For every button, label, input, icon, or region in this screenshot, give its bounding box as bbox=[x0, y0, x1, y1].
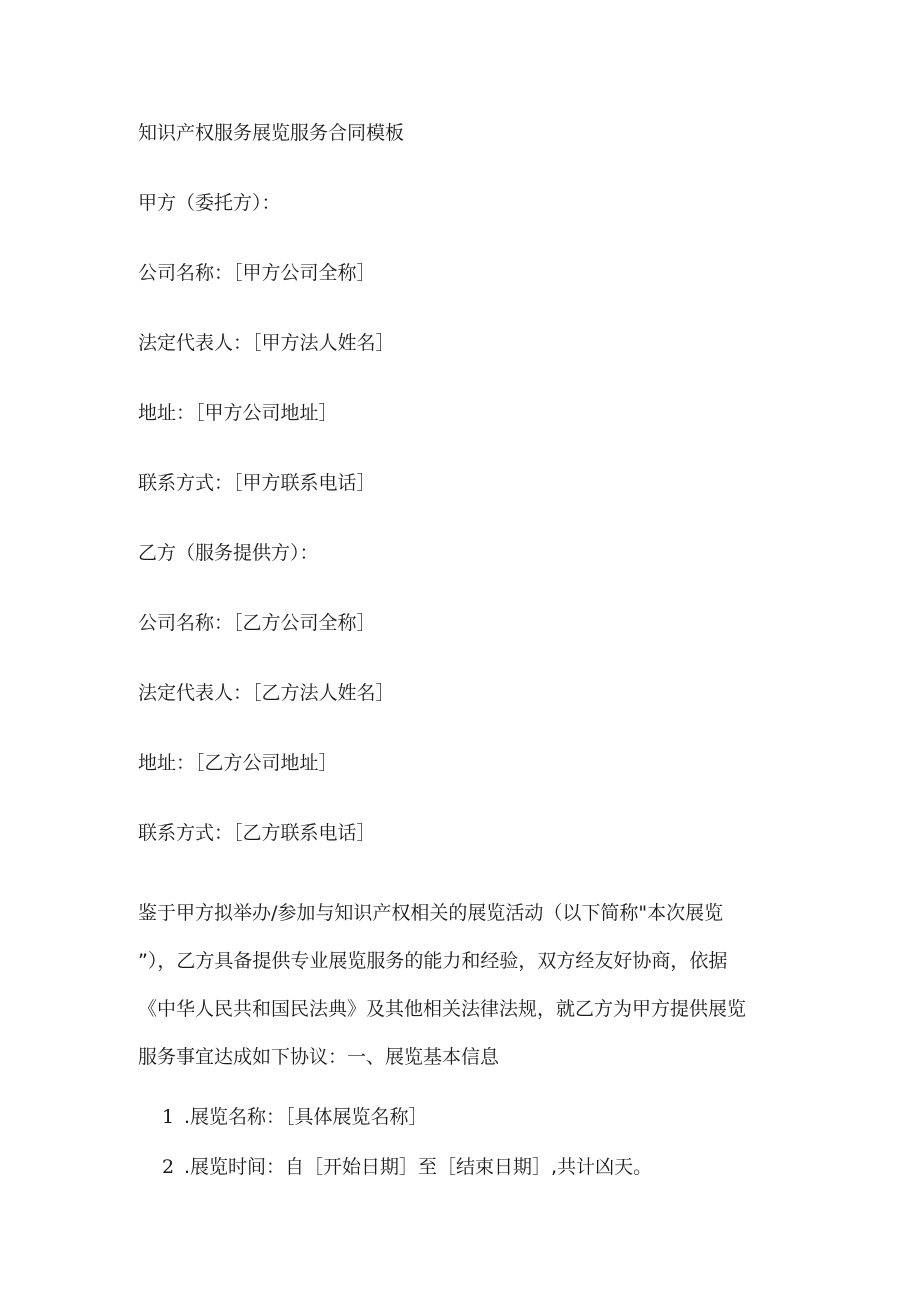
party-b-contact: 联系方式：［乙方联系电话］ bbox=[138, 822, 376, 844]
list-item-number: 1 bbox=[162, 1106, 175, 1128]
list-item-exhibition-name bbox=[162, 1105, 428, 1129]
party-a-contact: 联系方式：［甲方联系电话］ bbox=[138, 472, 376, 494]
preamble-line: 鉴于甲方拟举办/参加与知识产权相关的展览活动（以下简称"本次展览 bbox=[138, 902, 724, 924]
party-a-company: 公司名称：［甲方公司全称］ bbox=[138, 262, 376, 284]
party-a-address: 地址：［甲方公司地址］ bbox=[138, 402, 338, 424]
party-a-heading: 甲方（委托方）： bbox=[138, 192, 281, 214]
party-b-heading: 乙方（服务提供方）： bbox=[138, 542, 319, 564]
party-b-representative: 法定代表人：［乙方法人姓名］ bbox=[138, 682, 395, 704]
preamble-paragraph bbox=[138, 889, 788, 1081]
preamble-line: 《中华人民共和国民法典》及其他相关法律法规，就乙方为甲方提供展览 bbox=[138, 998, 747, 1020]
party-b-company: 公司名称：［乙方公司全称］ bbox=[138, 612, 376, 634]
list-item-number: 2 bbox=[162, 1156, 175, 1178]
list-item-exhibition-time bbox=[162, 1155, 652, 1179]
list-item-text: .展览名称：［具体展览名称］ bbox=[184, 1106, 428, 1128]
party-b-address: 地址：［乙方公司地址］ bbox=[138, 752, 338, 774]
list-item-text: .展览时间：自［开始日期］至［结束日期］,共计凶天。 bbox=[184, 1156, 653, 1178]
party-a-representative: 法定代表人：［甲方法人姓名］ bbox=[138, 332, 395, 354]
document-title: 知识产权服务展览服务合同模板 bbox=[138, 122, 405, 144]
preamble-line: 服务事宜达成如下协议：一、展览基本信息 bbox=[138, 1046, 500, 1068]
preamble-line: ”），乙方具备提供专业展览服务的能力和经验，双方经友好协商，依据 bbox=[138, 950, 728, 972]
